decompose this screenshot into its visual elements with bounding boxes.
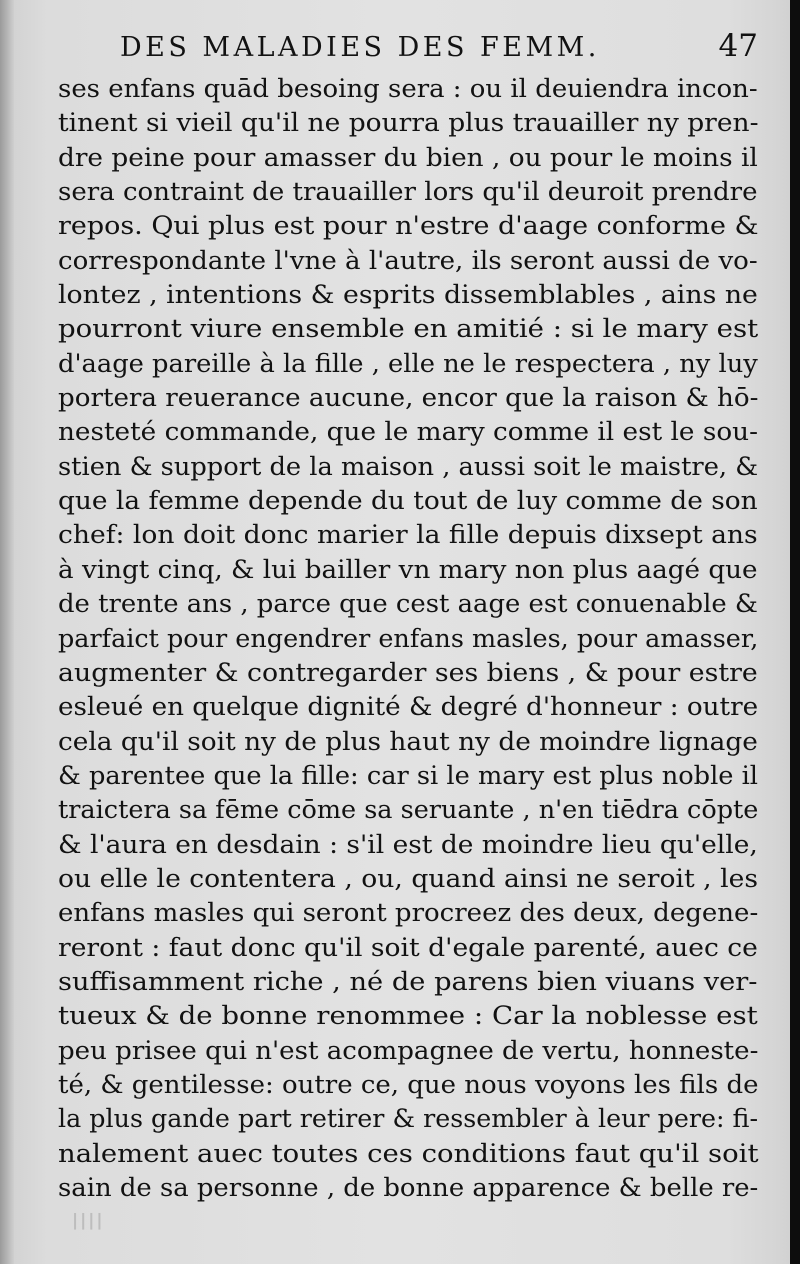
text-line: traictera sa fēme cōme sa seruante , n'en tiēdra cōpte — [58, 795, 759, 826]
text-block — [58, 28, 758, 1205]
text-line: ses enfans quād besoing sera : ou il deuiendra incon- — [58, 74, 758, 104]
text-line: d'aage pareille à la fille , elle ne le respectera , ny luy — [58, 348, 758, 379]
text-line: lontez , intentions & esprits dissemblables , ains ne — [58, 280, 758, 311]
text-line: suffisamment riche , né de parens bien viuans ver- — [58, 966, 758, 997]
text-line: repos. Qui plus est pour n'estre d'aage conforme & — [58, 211, 759, 242]
text-line: tueux & de bonne renommee : Car la noblesse est — [58, 1001, 758, 1032]
text-line: & parentee que la fille: car si le mary est plus noble il — [58, 760, 759, 791]
text-line: de trente ans , parce que cest aage est conuenable & — [58, 589, 758, 620]
text-line: & l'aura en desdain : s'il est de moindre lieu qu'elle, — [58, 829, 758, 860]
page-gutter-edge — [0, 0, 14, 1264]
text-line: nalement auec toutes ces conditions faut qu'il soit — [58, 1138, 759, 1169]
text-line: ou elle le contentera , ou, quand ainsi ne seroit , les — [58, 863, 759, 894]
text-line: peu prisee qui n'est acompagnee de vertu, honneste- — [58, 1035, 759, 1066]
text-line: nesteté commande, que le mary comme il est le sou- — [58, 417, 758, 448]
bleed-through-text: ꞁꞁꞁꞁ — [72, 1205, 105, 1230]
text-line: dre peine pour amasser du bien , ou pour le moins il — [58, 142, 758, 173]
text-line: reront : faut donc qu'il soit d'egale parenté, auec ce — [58, 932, 758, 963]
text-line: à vingt cinq, & lui bailler vn mary non plus aagé que — [58, 554, 758, 585]
scan-border — [790, 0, 800, 1264]
body-text — [58, 72, 758, 1205]
page-header — [58, 28, 758, 72]
text-line: parfaict pour engendrer enfans masles, pour amasser, — [58, 623, 759, 654]
running-title: DES MALADIES DES FEMM. — [120, 32, 600, 63]
text-line: la plus gande part retirer & ressembler à leur pere: fi- — [58, 1104, 759, 1135]
text-line: pourront viure ensemble en amitié : si le mary est — [58, 314, 759, 345]
text-line: sera contraint de trauailler lors qu'il deuroit prendre — [58, 177, 758, 208]
text-line: enfans masles qui seront procreez des deux, degene- — [58, 898, 759, 929]
page-number: 47 — [718, 28, 758, 64]
text-line: té, & gentilesse: outre ce, que nous voyons les fils de — [58, 1069, 759, 1100]
text-line: que la femme depende du tout de luy comme de son — [58, 486, 758, 517]
text-line: correspondante l'vne à l'autre, ils seront aussi de vo- — [58, 245, 758, 276]
text-line: sain de sa personne , de bonne apparence & belle re- — [58, 1173, 759, 1203]
text-line: augmenter & contregarder ses biens , & pour estre — [58, 657, 758, 688]
text-line: esleué en quelque dignité & degré d'honneur : outre — [58, 692, 759, 723]
text-line: portera reuerance aucune, encor que la raison & hō- — [58, 383, 759, 414]
text-line: tinent si vieil qu'il ne pourra plus trauailler ny pren- — [58, 108, 759, 139]
text-line: stien & support de la maison , aussi soit le maistre, & — [58, 451, 759, 482]
text-line: chef: lon doit donc marier la fille depuis dixsept ans — [58, 520, 758, 551]
text-line: cela qu'il soit ny de plus haut ny de moindre lignage — [58, 726, 758, 757]
